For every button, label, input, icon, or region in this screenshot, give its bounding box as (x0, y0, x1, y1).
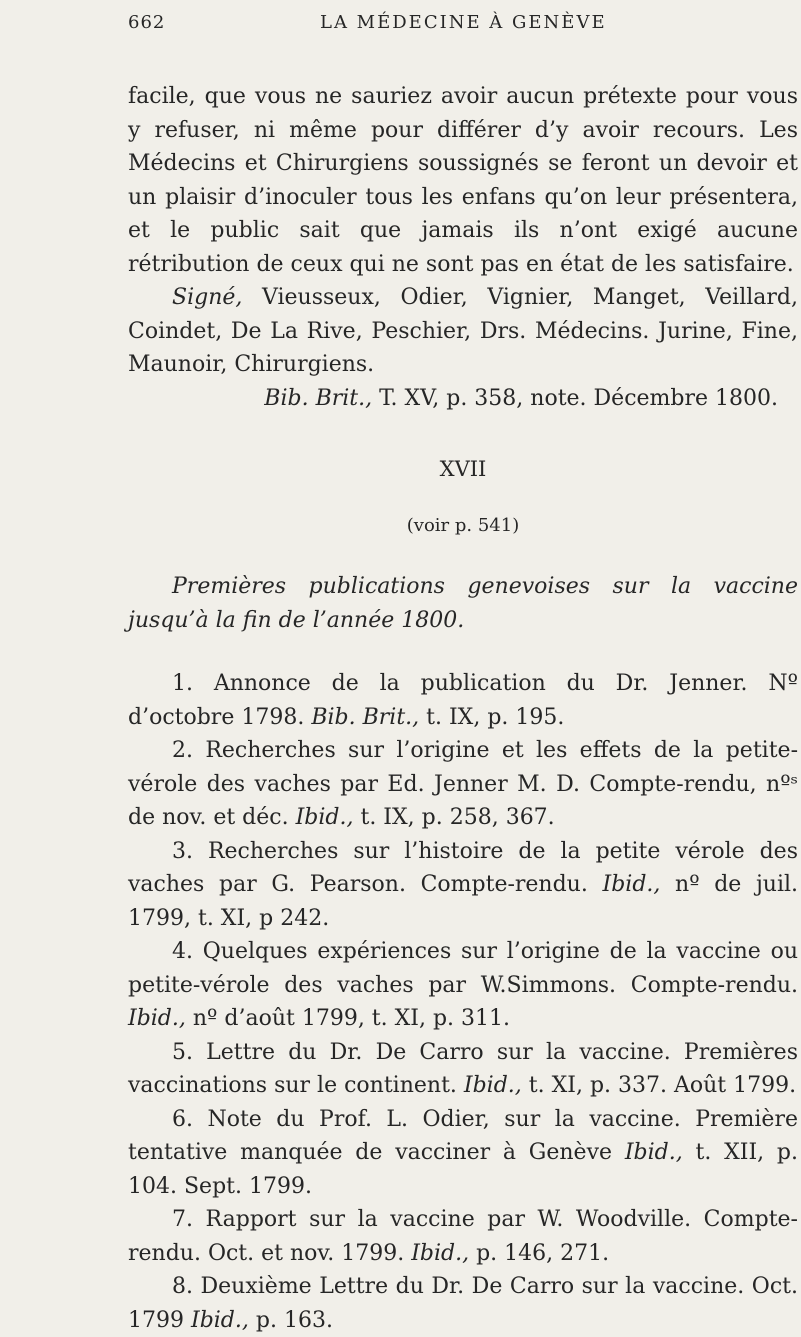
list-item-tail: nº de juil. 1799, t. XI, p 242. (128, 872, 799, 931)
list-item (128, 935, 798, 1036)
list-item-source: Ibid., (128, 1006, 186, 1031)
list-item-text: 5. Lettre du Dr. De Carro sur la vaccine. Premières vaccinations sur le continent. (128, 1039, 798, 1098)
list-item-tail: nº d’août 1799, t. XI, p. 311. (185, 1006, 511, 1031)
list-item (128, 734, 798, 835)
list-item (128, 1203, 798, 1270)
list-item-source: Ibid., (191, 1307, 249, 1333)
list-item-text: 8. Deuxième Lettre du Dr. De Carro sur la vaccine. Oct. 1799 (128, 1274, 798, 1333)
page-body (128, 80, 798, 1337)
list-item-source: Ibid., (463, 1073, 522, 1098)
list-item-source: Bib. Brit., (311, 704, 420, 730)
reference-source: Bib. Brit., (264, 385, 373, 411)
list-item-text: 2. Recherches sur l’origine et les effets de la petite-vérole des vaches par Ed. Jenner M. D. Compte-rendu, nºˢ de nov. et déc. (128, 738, 798, 830)
list-item (128, 835, 798, 936)
list-item-source: Ibid., (295, 805, 354, 830)
section-heading: Premières publications genevoises sur la vaccine jusqu’à la fin de l’année 1800. (128, 574, 798, 633)
list-item-source: Ibid., (624, 1140, 683, 1165)
list-item-source: Ibid., (411, 1240, 470, 1266)
running-title: LA MÉDECINE À GENÈVE (320, 12, 607, 33)
list-item-tail: p. 163. (248, 1307, 333, 1333)
list-item (128, 1270, 798, 1337)
section-cross-reference: (voir p. 541) (406, 514, 520, 536)
signature-paragraph (128, 281, 798, 382)
bibliographic-reference (128, 382, 798, 416)
list-item-text: 4. Quelques expériences sur l’origine de la vaccine ou petite-vérole des vaches par W.Simmons. Compte-rendu. (128, 939, 798, 998)
section-number: XVII (439, 457, 487, 481)
publication-list (128, 667, 798, 1337)
list-item-tail: t. XI, p. 337. Août 1799. (521, 1073, 797, 1098)
signature-names: Vieusseux, Odier, Vignier, Manget, Veillard, Coindet, De La Rive, Peschier, Drs. Médecins. Jurine, Fine, Maunoir, Chirurgiens. (128, 285, 798, 377)
list-item (128, 1103, 798, 1204)
list-item-text: 7. Rapport sur la vaccine par W. Woodville. Compte-rendu. Oct. et nov. 1799. (128, 1207, 798, 1266)
list-item-tail: p. 146, 271. (469, 1240, 610, 1266)
page-number: 662 (128, 12, 166, 33)
list-item-tail: t. IX, p. 258, 367. (353, 805, 555, 830)
list-item-source: Ibid., (602, 872, 661, 897)
list-item-tail: t. XII, p. 104. Sept. 1799. (128, 1140, 798, 1199)
list-item-text: 1. Annonce de la publication du Dr. Jenner. Nº d’octobre 1798. (128, 671, 798, 730)
list-item-text: 3. Recherches sur l’histoire de la petite vérole des vaches par G. Pearson. Compte-rendu. (128, 838, 798, 897)
list-item (128, 1036, 798, 1103)
list-item-tail: t. IX, p. 195. (419, 704, 565, 730)
signature-label: Signé, (172, 285, 243, 310)
reference-details: T. XV, p. 358, note. Décembre 1800. (372, 385, 778, 411)
list-item (128, 667, 798, 734)
list-item-text: 6. Note du Prof. L. Odier, sur la vaccine. Première tentative manquée de vacciner à Genève (128, 1106, 798, 1165)
page-header (128, 12, 801, 40)
paragraph-continuation: facile, que vous ne sauriez avoir aucun prétexte pour vous y refuser, ni même pour différer d’y avoir recours. Les Médecins et Chirurgiens soussignés se feront un devoir et un plaisir d’inoculer tous les enfans qu’on leur présentera, et le public sait que jamais ils n’ont exigé aucune rétribution de ceux qui ne sont pas en état de les satisfaire. (128, 84, 798, 277)
